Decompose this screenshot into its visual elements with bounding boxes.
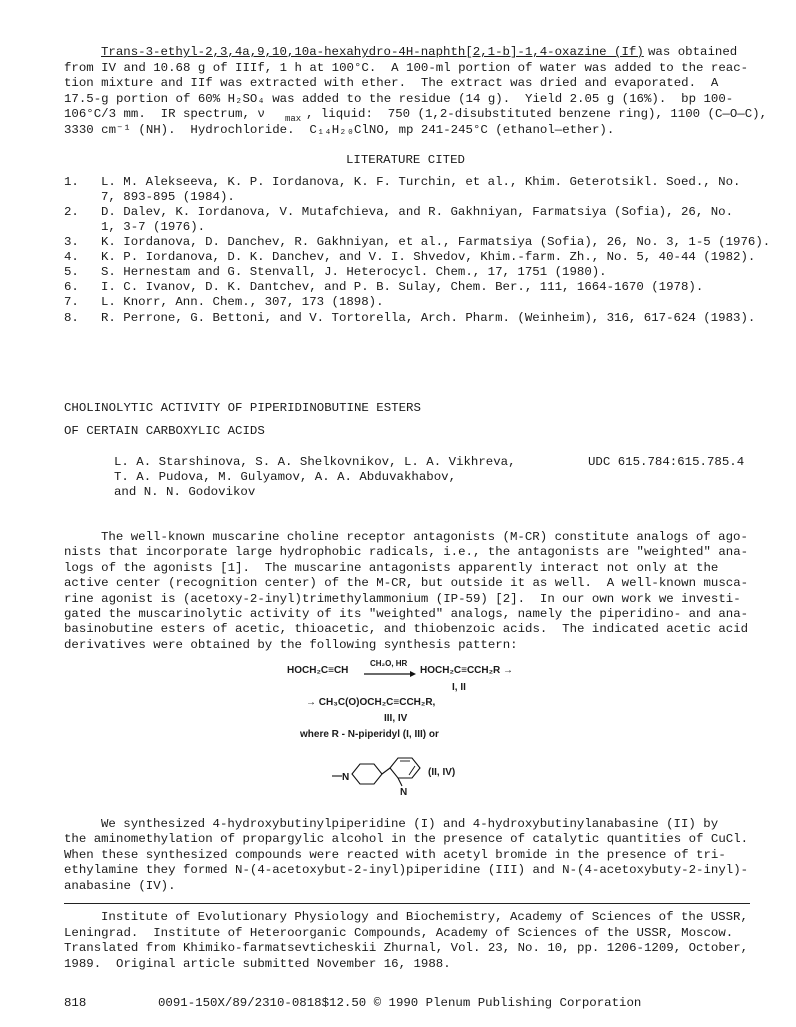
para-line: was obtained: [648, 45, 738, 59]
scheme-label2: III, IV: [384, 713, 408, 724]
para-line: , liquid: 750 (1,2-disubstituted benzene ring), 1100 (C—O—C),: [306, 107, 768, 121]
reaction-arrow-icon: [364, 670, 416, 678]
ref-line: I. C. Ivanov, D. K. Dantchev, and P. B. Sulay, Chem. Ber., 111, 1664-1670 (1978).: [101, 280, 704, 294]
ref-line: K. P. Iordanova, D. K. Danchev, and V. I. Shvedov, Khim.-farm. Zh., No. 5, 40-44 (1982).: [101, 250, 756, 264]
scheme-product1: HOCH₂C≡CCH₂R →: [420, 665, 514, 676]
svg-text:N: N: [342, 772, 350, 783]
ref-line: K. Iordanova, D. Danchev, R. Gakhniyan, et al., Farmatsiya (Sofia), 26, No. 3, 1-5 (1976).: [101, 235, 771, 249]
ref-line: 1, 3-7 (1976).: [101, 220, 206, 234]
para-line: nists that incorporate large hydrophobic radicals, i.e., the antagonists are "weighted" ana-: [64, 545, 749, 559]
subscript-max: max: [285, 114, 302, 124]
para-line: active center (recognition center) of the M-CR, but outside it as well. A well-known musca-: [64, 576, 749, 590]
para-line: The well-known muscarine choline receptor antagonists (M-CR) constitute analogs of ago-: [101, 530, 748, 544]
scheme-where: where R - N-piperidyl (I, III) or: [300, 729, 439, 740]
para-line: We synthesized 4-hydroxybutinylpiperidine (I) and 4-hydroxybutinylanabasine (II) by: [101, 817, 719, 831]
para-line: When these synthesized compounds were reacted with acetyl bromide in the presence of tri-: [64, 848, 726, 862]
ref-number: 5.: [64, 265, 79, 279]
page-number: 818: [64, 996, 87, 1010]
ref-line: R. Perrone, G. Bettoni, and V. Tortorella, Arch. Pharm. (Weinheim), 316, 617-624 (1983).: [101, 311, 756, 325]
ref-number: 7.: [64, 295, 79, 309]
author-line: L. A. Starshinova, S. A. Shelkovnikov, L. A. Vikhreva,: [114, 455, 516, 469]
ref-line: L. M. Alekseeva, K. P. Iordanova, K. F. Turchin, et al., Khim. Geterotsikl. Soed., No.: [101, 175, 741, 189]
article-title-line: CHOLINOLYTIC ACTIVITY OF PIPERIDINOBUTINE ESTERS: [64, 401, 421, 415]
article-title-line: OF CERTAIN CARBOXYLIC ACIDS: [64, 424, 265, 438]
para-line: the aminomethylation of propargylic alcohol in the presence of catalytic quantities of CuCl.: [64, 832, 749, 846]
ref-line: L. Knorr, Ann. Chem., 307, 173 (1898).: [101, 295, 384, 309]
ref-line: 7, 893-895 (1984).: [101, 190, 235, 204]
ref-number: 1.: [64, 175, 79, 189]
scheme-reagents: CH₂O, HR: [370, 659, 408, 668]
para-line: rine agonist is (acetoxy-2-inyl)trimethylammonium (IP-59) [2]. In our own work we investi-: [64, 592, 741, 606]
author-line: and N. N. Godovikov: [114, 485, 256, 499]
author-line: T. A. Pudova, M. Gulyamov, A. A. Abduvakhabov,: [114, 470, 457, 484]
copyright-line: 0091-150X/89/2310-0818$12.50 © 1990 Plenum Publishing Corporation: [158, 996, 642, 1010]
para-line: anabasine (IV).: [64, 879, 176, 893]
para-line: tion mixture and IIf was extracted with ether. The extract was dried and evaporated. A: [64, 76, 719, 90]
para-line: gated the muscarinolytic activity of its "weighted" analogs, namely the piperidino- and ana-: [64, 607, 749, 621]
compound-name: Trans-3-ethyl-2,3,4a,9,10,10a-hexahydro-4H-naphth[2,1-b]-1,4-oxazine (If): [101, 45, 644, 59]
footnote-line: Translated from Khimiko-farmatsevticheskii Zhurnal, Vol. 23, No. 10, pp. 1206-1209, October,: [64, 941, 749, 955]
para-line: derivatives were obtained by the following synthesis pattern:: [64, 638, 518, 652]
structure-n-label: N: [400, 787, 408, 798]
ref-number: 4.: [64, 250, 79, 264]
ref-number: 6.: [64, 280, 79, 294]
footnote-line: 1989. Original article submitted November 16, 1988.: [64, 957, 451, 971]
footnote-divider: [64, 903, 750, 904]
para-line: ethylamine they formed N-(4-acetoxybut-2-inyl)piperidine (III) and N-(4-acetoxybuty-2-inyl)-: [64, 863, 749, 877]
footnote-line: Institute of Evolutionary Physiology and Biochemistry, Academy of Sciences of the USSR,: [101, 910, 748, 924]
para-line: 106°C/3 mm. IR spectrum, ν: [64, 107, 265, 121]
scheme-product2: → CH₃C(O)OCH₂C≡CCH₂R,: [306, 697, 436, 708]
scheme-reactant: HOCH₂C≡CH: [287, 665, 349, 676]
para-line: basinobutine esters of acetic, thioacetic, and thiobenzoic acids. The indicated acetic acid: [64, 622, 749, 636]
para-line: logs of the agonists [1]. The muscarine antagonists apparently interact not only at the: [64, 561, 719, 575]
anabasine-structure-icon: [330, 750, 430, 798]
footnote-line: Leningrad. Institute of Heteroorganic Compounds, Academy of Sciences of the USSR, Moscow.: [64, 926, 734, 940]
para-line: from IV and 10.68 g of IIIf, 1 h at 100°C. A 100-ml portion of water was added to the reac-: [64, 61, 749, 75]
ref-line: S. Hernestam and G. Stenvall, J. Heterocycl. Chem., 17, 1751 (1980).: [101, 265, 607, 279]
para-line: 17.5-g portion of 60% H₂SO₄ was added to the residue (14 g). Yield 2.05 g (16%). bp 100-: [64, 92, 734, 106]
udc-code: UDC 615.784:615.785.4: [588, 455, 745, 469]
structure-label: (II, IV): [428, 767, 456, 778]
ref-line: D. Dalev, K. Iordanova, V. Mutafchieva, and R. Gakhniyan, Farmatsiya (Sofia), 26, No.: [101, 205, 734, 219]
ref-number: 2.: [64, 205, 79, 219]
ref-number: 3.: [64, 235, 79, 249]
ref-number: 8.: [64, 311, 79, 325]
para-line: 3330 cm⁻¹ (NH). Hydrochloride. C₁₄H₂₀ClNO, mp 241-245°C (ethanol—ether).: [64, 123, 615, 137]
literature-cited-heading: LITERATURE CITED: [346, 153, 465, 167]
scheme-label1: I, II: [452, 682, 466, 693]
